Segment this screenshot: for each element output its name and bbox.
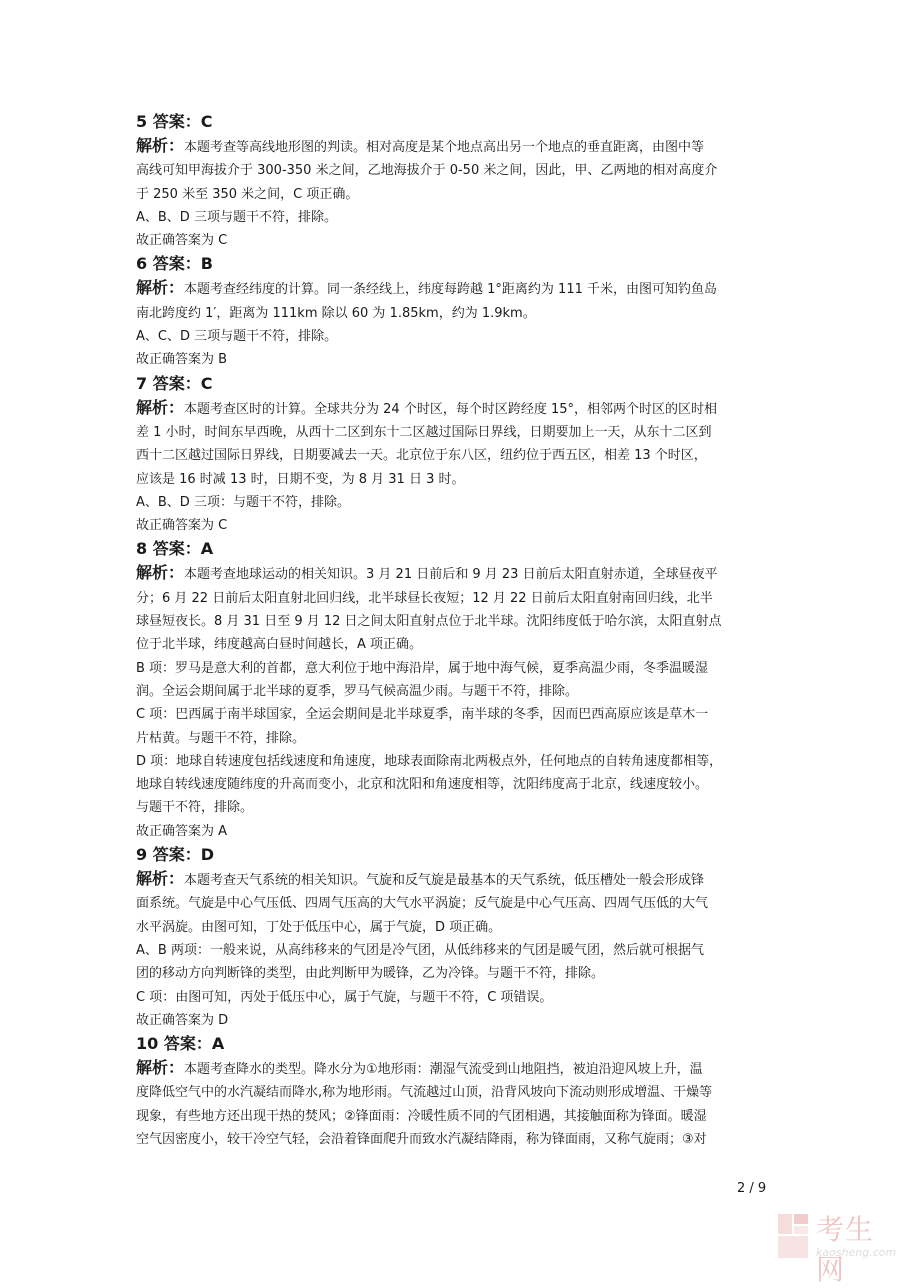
explanation-text: 故正确答案为 A: [136, 823, 228, 839]
explanation-text: 面系统。气旋是中心气压低、四周气压高的大气水平涡旋；反气旋是中心气压高、四周气压低的大气: [136, 896, 709, 912]
explanation-text: 现象，有些地方还出现干热的焚风；②锋面雨：冷暖性质不同的气团相遇，其接触面称为锋面。暖湿: [136, 1108, 707, 1124]
explanation-line: [136, 916, 770, 939]
explanation-line: [136, 962, 770, 985]
explanation-text: C 项：巴西属于南半球国家，全运会期间是北半球夏季，南半球的冬季，因而巴西高原应该是草木一: [136, 707, 709, 723]
explanation-text: 差 1 小时，时间东早西晚，从西十二区到东十二区越过国际日界线，日期要加上一天，从东十二区到: [136, 424, 712, 440]
analysis-label: 解析：: [136, 397, 185, 417]
explanation-line: [136, 325, 770, 348]
explanation-text: 地球自转线速度随纬度的升高而变小，北京和沈阳和角速度相等，沈阳纬度高于北京，线速度较小。: [136, 777, 709, 793]
explanation-line: [136, 657, 770, 680]
analysis-label: 解析：: [136, 869, 185, 889]
explanation-line: [136, 468, 770, 491]
explanation-line: [136, 1009, 770, 1032]
explanation-line: [136, 986, 770, 1009]
page-number: 2 / 9: [737, 1181, 767, 1196]
explanation-text: A、C、D 三项与题干不符，排除。: [136, 329, 338, 345]
explanation-text: 位于北半球，纬度越高白昼时间越长，A 项正确。: [136, 637, 423, 653]
explanation-line: [136, 206, 770, 229]
explanation-line: [136, 229, 770, 252]
explanation-text: 度降低空气中的水汽凝结而降水,称为地形雨。气流越过山顶，沿背风坡向下流动则形成增温、干燥等: [136, 1085, 713, 1101]
explanation-text: 空气因密度小，较干冷空气轻，会沿着锋面爬升而致水汽凝结降雨，称为锋面雨，又称气旋雨；③对: [136, 1131, 707, 1147]
explanation-line: [136, 1128, 770, 1151]
explanation-text: 本题考查等高线地形图的判读。相对高度是某个地点高出另一个地点的垂直距离，由图中等: [184, 140, 705, 155]
answer-heading: 8 答案：A: [136, 539, 214, 559]
explanation-line: [136, 514, 770, 537]
explanation-text: 于 250 米至 350 米之间，C 项正确。: [136, 186, 359, 202]
answer-block: [136, 1032, 770, 1151]
answer-heading: 6 答案：B: [136, 254, 213, 274]
explanation-line: [136, 796, 770, 819]
explanation-text: 团的移动方向判断锋的类型，由此判断甲为暖锋，乙为冷锋。与题干不符，排除。: [136, 966, 605, 982]
explanation-text: 水平涡旋。由图可知，丁处于低压中心，属于气旋，D 项正确。: [136, 919, 502, 935]
answer-block: [136, 110, 770, 252]
logo-icon: [776, 1210, 812, 1266]
explanation-text: 应该是 16 时减 13 时，日期不变，为 8 月 31 日 3 时。: [136, 471, 465, 487]
explanation-line: [136, 348, 770, 371]
answer-block: [136, 843, 770, 1032]
explanation-text: 本题考查天气系统的相关知识。气旋和反气旋是最基本的天气系统，低压槽处一般会形成锋: [184, 873, 705, 889]
explanation-text: A、B、D 三项：与题干不符，排除。: [136, 494, 350, 510]
explanation-line: [136, 302, 770, 325]
explanation-text: 本题考查地球运动的相关知识。3 月 21 日前后和 9 月 23 日前后太阳直射赤道，全球昼夜平: [184, 567, 718, 583]
explanation-text: 故正确答案为 D: [136, 1012, 229, 1028]
explanation-line: [136, 1056, 770, 1081]
explanation-line: [136, 587, 770, 610]
explanation-text: 润。全运会期间属于北半球的夏季，罗马气候高温少雨。与题干不符，排除。: [136, 683, 579, 699]
explanation-text: D 项：地球自转速度包括线速度和角速度，地球表面除南北两极点外，任何地点的自转角速度都相等，: [136, 753, 723, 769]
explanation-text: A、B、D 三项与题干不符，排除。: [136, 209, 337, 225]
answer-block: [136, 372, 770, 538]
explanation-text: 本题考查降水的类型。降水分为①地形雨：潮湿气流受到山地阻挡，被迫沿迎风坡上升，温: [184, 1062, 703, 1078]
explanation-line: [136, 610, 770, 633]
analysis-label: 解析：: [136, 278, 185, 298]
answer-heading: 10 答案：A: [136, 1034, 225, 1054]
watermark-url: kaosheng.com: [816, 1246, 897, 1259]
explanation-text: 故正确答案为 C: [136, 233, 228, 249]
explanation-text: 本题考查经纬度的计算。同一条经线上，纬度每跨越 1°距离约为 111 千米，由图可知钓鱼岛: [184, 282, 717, 298]
explanation-text: 本题考查区时的计算。全球共分为 24 个时区，每个时区跨经度 15°，相邻两个时区的区时相: [184, 401, 717, 417]
explanation-line: [136, 727, 770, 750]
answer-heading: 9 答案：D: [136, 845, 214, 865]
explanation-line: [136, 892, 770, 915]
explanation-text: 故正确答案为 C: [136, 518, 228, 534]
explanation-line: [136, 159, 770, 182]
explanation-line: [136, 867, 770, 892]
answer-block: [136, 537, 770, 843]
explanation-line: [136, 773, 770, 796]
explanation-line: [136, 703, 770, 726]
explanation-text: 球昼短夜长。8 月 31 日至 9 月 12 日之间太阳直射点位于北半球。沈阳纬度低于哈尔滨，太阳直射点: [136, 614, 722, 630]
explanation-line: [136, 183, 770, 206]
explanation-line: [136, 1081, 770, 1104]
explanation-line: [136, 680, 770, 703]
explanation-line: [136, 444, 770, 467]
watermark-text: 考生网: [816, 1213, 875, 1286]
explanation-line: [136, 633, 770, 656]
explanation-text: A、B 两项：一般来说，从高纬移来的气团是冷气团，从低纬移来的气团是暖气团，然后就可根据气: [136, 942, 704, 958]
explanation-line: [136, 750, 770, 773]
explanation-text: 分；6 月 22 日前后太阳直射北回归线，北半球昼长夜短；12 月 22 日前后太阳直射南回归线，北半: [136, 590, 713, 606]
watermark-logo: [776, 1208, 897, 1286]
answer-block: [136, 252, 770, 371]
explanation-line: [136, 561, 770, 586]
explanation-text: 片枯黄。与题干不符，排除。: [136, 730, 306, 746]
explanation-line: [136, 491, 770, 514]
explanation-text: C 项：由图可知，丙处于低压中心，属于气旋，与题干不符，C 项错误。: [136, 989, 553, 1005]
explanation-line: [136, 396, 770, 421]
explanation-text: 高线可知甲海拔介于 300-350 米之间，乙地海拔介于 0-50 米之间，因此，甲、乙两地的相对高度介: [136, 163, 718, 179]
answer-heading: 5 答案：C: [136, 112, 213, 131]
explanation-text: 故正确答案为 B: [136, 352, 228, 368]
analysis-label: 解析：: [136, 563, 185, 583]
explanation-line: [136, 134, 770, 159]
answer-content: [136, 110, 770, 1151]
explanation-text: 与题干不符，排除。: [136, 800, 254, 816]
explanation-line: [136, 421, 770, 444]
analysis-label: 解析：: [136, 136, 185, 155]
explanation-line: [136, 820, 770, 843]
explanation-line: [136, 276, 770, 301]
explanation-text: 南北跨度约 1′，距离为 111km 除以 60 为 1.85km，约为 1.9km。: [136, 305, 536, 321]
explanation-text: 西十二区越过国际日界线，日期要减去一天。北京位于东八区，纽约位于西五区，相差 13 个时区，: [136, 448, 707, 464]
answer-heading: 7 答案：C: [136, 373, 213, 393]
explanation-line: [136, 1105, 770, 1128]
explanation-text: B 项：罗马是意大利的首都，意大利位于地中海沿岸，属于地中海气候，夏季高温少雨，冬季温暖湿: [136, 660, 709, 676]
explanation-line: [136, 939, 770, 962]
analysis-label: 解析：: [136, 1058, 185, 1078]
